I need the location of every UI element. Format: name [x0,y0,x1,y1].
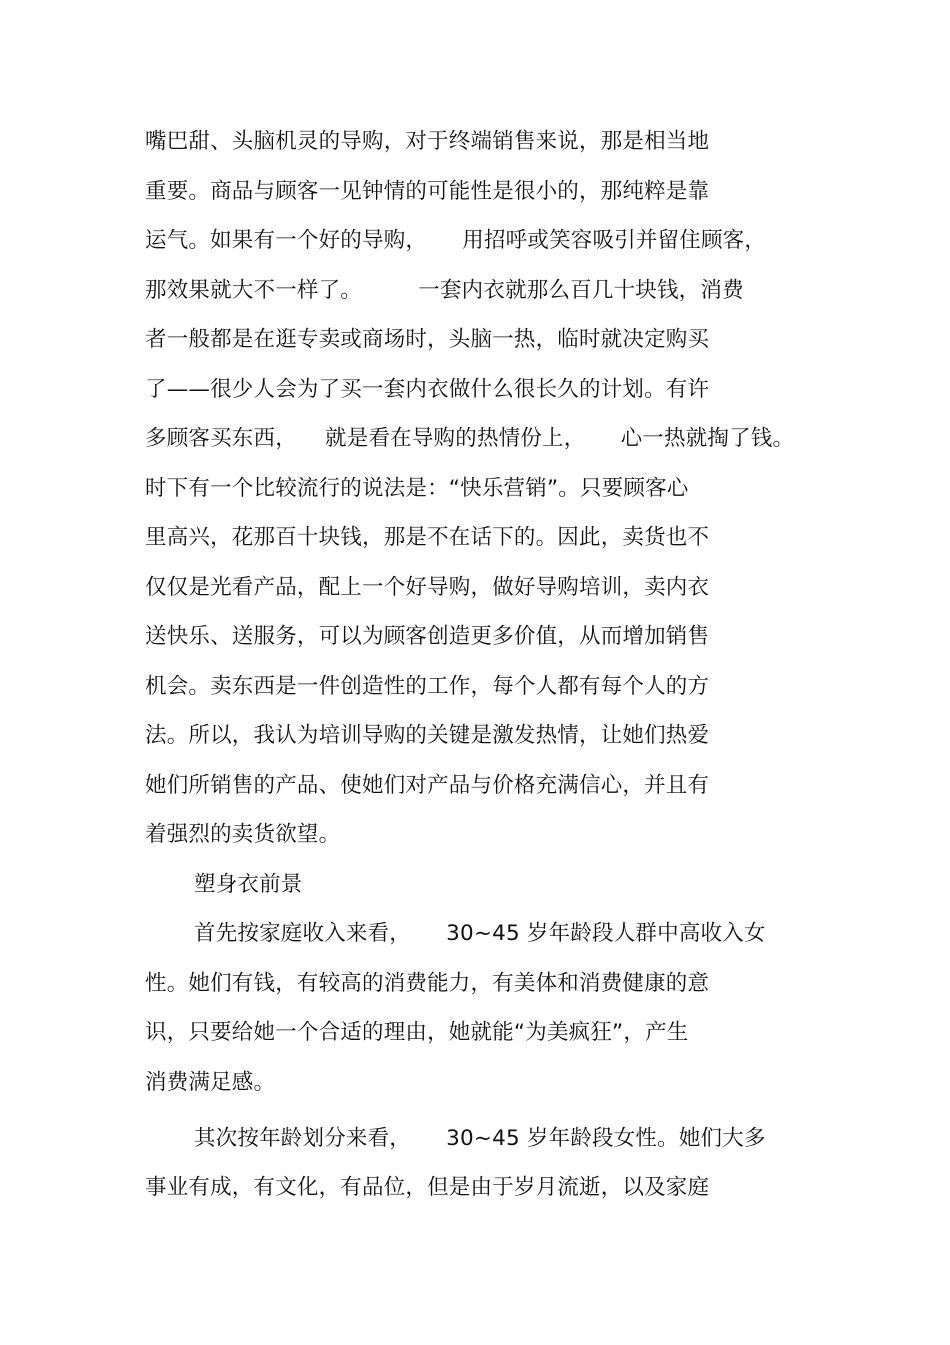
text-line: 性。她们有钱，有较高的消费能力，有美体和消费健康的意 [145,970,710,996]
text-line: 里高兴，花那百十块钱，那是不在话下的。因此，卖货也不 [145,525,710,550]
text-line: 者一般都是在逛专卖或商场时，头脑一热，临时就决定购买 [145,327,710,352]
text-line: 其次按年龄划分来看， 30~45 岁年龄段女性。她们大多 [194,1125,766,1151]
section-heading: 塑身衣前景 [194,871,303,897]
text-line: 法。所以，我认为培训导购的关键是激发热情，让她们热爱 [145,723,710,748]
text-line: 时下有一个比较流行的说法是：“快乐营销”。只要顾客心 [145,475,689,501]
text-line: 运气。如果有一个好的导购， 用招呼或笑容吸引并留住顾客， [145,228,767,253]
text-line: 了——很少人会为了买一套内衣做什么很长久的计划。有许 [145,376,710,402]
text-line: 事业有成，有文化，有品位，但是由于岁月流逝，以及家庭 [145,1175,710,1200]
text-line: 多顾客买东西， 就是看在导购的热情份上， 心一热就掏了钱。 [145,426,795,451]
text-line: 送快乐、送服务，可以为顾客创造更多价值，从而增加销售 [145,624,710,649]
text-line: 重要。商品与顾客一见钟情的可能性是很小的，那纯粹是靠 [145,178,710,204]
text-line: 那效果就大不一样了。 一套内衣就那么百几十块钱，消费 [145,277,744,303]
text-line: 嘴巴甜、头脑机灵的导购，对于终端销售来说，那是相当地 [145,129,710,154]
text-line: 消费满足感。 [145,1069,276,1095]
text-line: 仅仅是光看产品，配上一个好导购，做好导购培训，卖内衣 [145,574,710,600]
text-line: 着强烈的卖货欲望。 [145,822,341,847]
text-line: 首先按家庭收入来看， 30~45 岁年龄段人群中高收入女 [194,921,766,946]
text-line: 识，只要给她一个合适的理由，她就能“为美疯狂”，产生 [145,1020,689,1045]
text-line: 她们所销售的产品、使她们对产品与价格充满信心，并且有 [145,772,710,798]
body-text [145,122,945,1218]
text-line: 机会。卖东西是一件创造性的工作，每个人都有每个人的方 [145,673,710,699]
